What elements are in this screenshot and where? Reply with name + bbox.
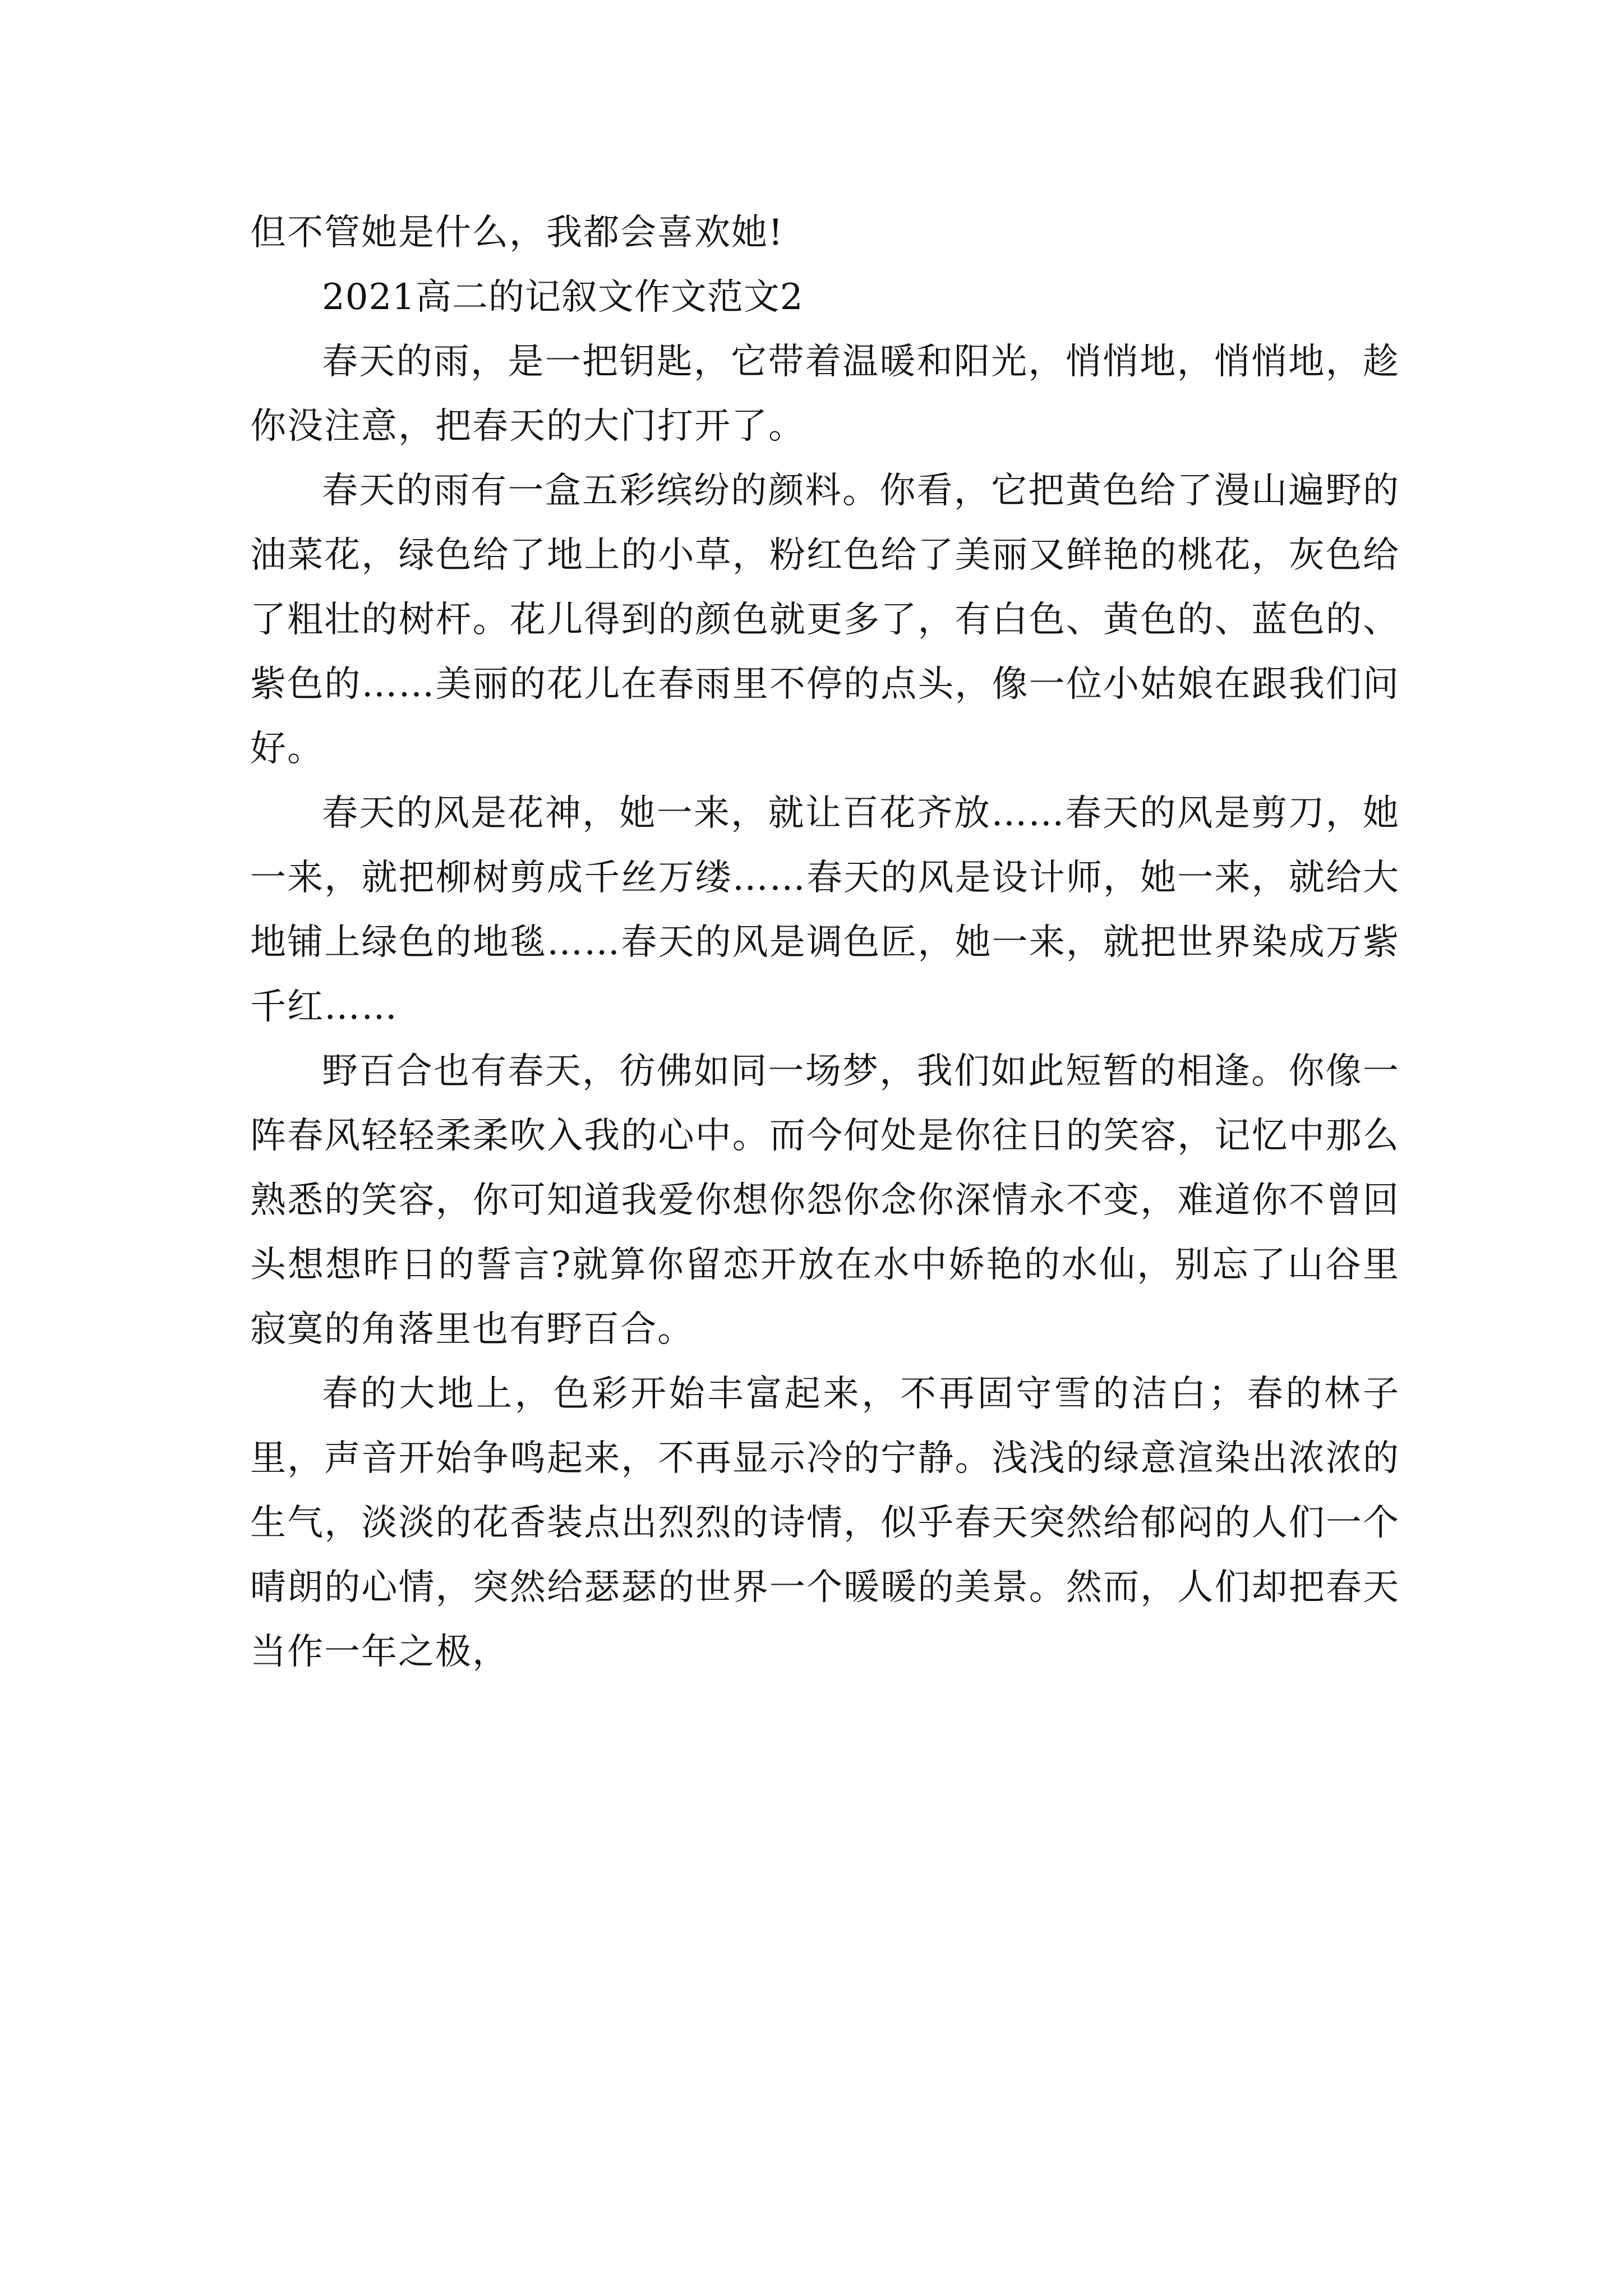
document-body (250, 201, 1400, 1685)
paragraph-wild-lily: 野百合也有春天，彷佛如同一场梦，我们如此短暂的相逢。你像一阵春风轻轻柔柔吹入我的心中。而今何处是你往日的笑容，记忆中那么熟悉的笑容，你可知道我爱你想你怨你念你深情永不变，难道你不曾回头想想昨日的誓言?就算你留恋开放在水中娇艳的水仙，别忘了山谷里寂寞的角落里也有野百合。 (250, 1051, 1400, 1350)
paragraph-spring-rain-key: 春天的雨，是一把钥匙，它带着温暖和阳光，悄悄地，悄悄地，趁你没注意，把春天的大门打开了。 (250, 341, 1400, 447)
section-title: 2021高二的记叙文作文范文2 (322, 277, 804, 318)
paragraph-closing-line: 但不管她是什么，我都会喜欢她! (250, 212, 784, 254)
paragraph-spring-rain-colors: 春天的雨有一盒五彩缤纷的颜料。你看，它把黄色给了漫山遍野的油菜花，绿色给了地上的小草，粉红色给了美丽又鲜艳的桃花，灰色给了粗壮的树杆。花儿得到的颜色就更多了，有白色、黄色的、蓝色的、紫色的……美丽的花儿在春雨里不停的点头，像一位小姑娘在跟我们问好。 (250, 470, 1400, 770)
paragraph-spring-wind: 春天的风是花神，她一来，就让百花齐放……春天的风是剪刀，她一来，就把柳树剪成千丝万缕……春天的风是设计师，她一来，就给大地铺上绿色的地毯……春天的风是调色匠，她一来，就把世界染成万紫千红…… (250, 793, 1400, 1028)
paragraph-spring-earth: 春的大地上，色彩开始丰富起来，不再固守雪的洁白；春的林子里，声音开始争鸣起来，不再显示冷的宁静。浅浅的绿意渲染出浓浓的生气，淡淡的花香装点出烈烈的诗情，似乎春天突然给郁闷的人们一个晴朗的心情，突然给瑟瑟的世界一个暖暖的美景。然而，人们却把春天当作一年之极， (250, 1373, 1400, 1673)
